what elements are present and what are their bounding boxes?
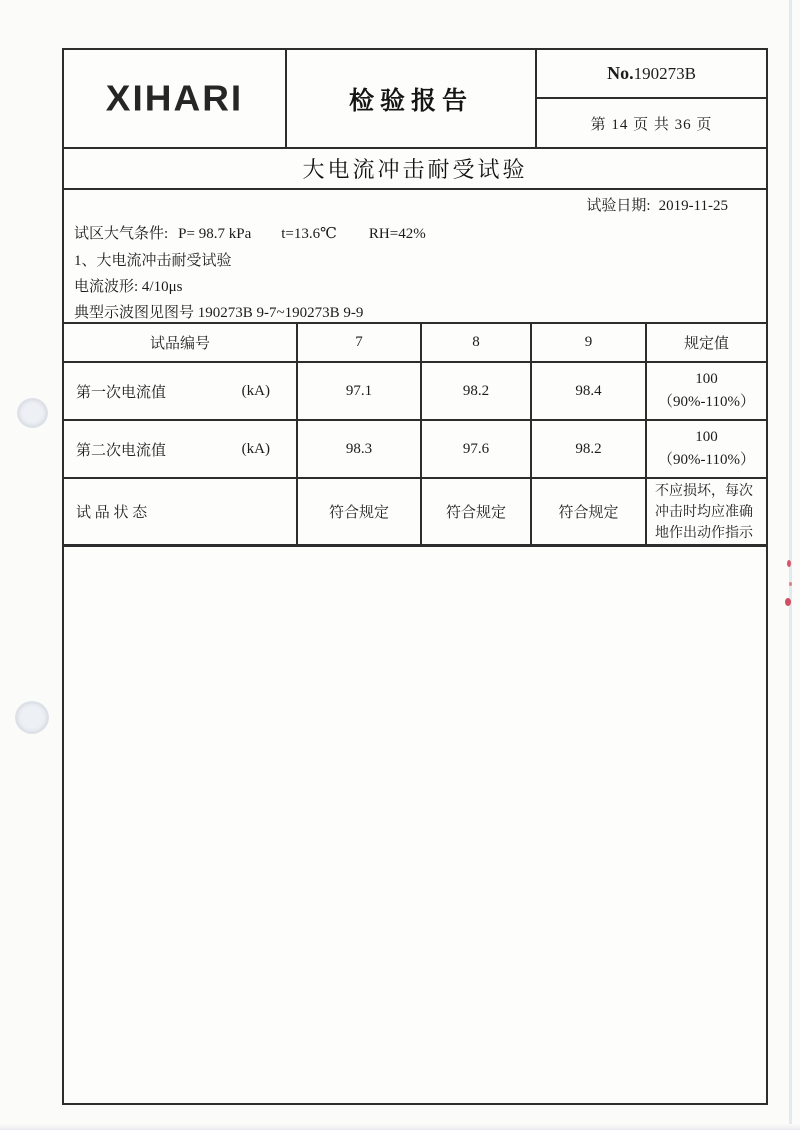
- waveform-line: 电流波形: 4/10μs: [74, 279, 183, 295]
- report-header: [64, 50, 766, 149]
- value-cell: 98.3: [298, 421, 422, 479]
- conditions-label: 试区大气条件:: [74, 226, 169, 242]
- section-title-bar: [64, 149, 766, 190]
- spec-requirement-note: 不应损坏，每次冲击时均应准确地作出动作指示: [655, 484, 753, 541]
- page-indicator: 第 14 页 共 36 页: [590, 116, 713, 133]
- row-unit: (kA): [241, 382, 270, 399]
- spec-nominal: 100: [695, 370, 718, 387]
- test-date-value: 2019-11-25: [658, 198, 728, 214]
- humidity-value: RH=42%: [368, 226, 426, 242]
- report-number-cell: [537, 50, 766, 147]
- spec-cell: [647, 363, 766, 421]
- value-cell: 97.6: [422, 421, 532, 479]
- test-date-label: 试验日期:: [586, 198, 651, 214]
- results-table: [64, 324, 766, 547]
- row-label-sample-status: [64, 479, 298, 544]
- oscillogram-reference-line: 典型示波图见图号 190273B 9-7~190273B 9-9: [74, 305, 364, 321]
- row-label-text: 第二次电流值: [76, 442, 167, 459]
- report-title: 检验报告: [348, 87, 473, 115]
- value-cell: 98.2: [422, 363, 532, 421]
- blank-page-area: [64, 547, 766, 1103]
- logo-cell: [64, 50, 287, 147]
- row-label-text: 试 品 状 态: [76, 505, 148, 521]
- value-cell: 98.2: [532, 421, 647, 479]
- spec-tolerance: （90%-110%）: [658, 394, 755, 410]
- table-header-sample-7: 7: [298, 324, 422, 363]
- report-title-cell: [287, 50, 537, 147]
- scan-speck: [789, 582, 792, 586]
- spec-nominal: 100: [695, 428, 718, 445]
- report-frame: [62, 48, 768, 1105]
- test-item-line: 1、大电流冲击耐受试验: [74, 253, 232, 269]
- row-unit: (kA): [241, 440, 270, 457]
- table-header-spec: 规定值: [647, 324, 766, 363]
- value-cell: 97.1: [298, 363, 422, 421]
- table-header-sample-no: 试品编号: [64, 324, 298, 363]
- report-number: [537, 50, 766, 99]
- pressure-value: P= 98.7 kPa: [178, 226, 252, 242]
- scan-speck: [785, 598, 791, 606]
- table-header-sample-9: 9: [532, 324, 647, 363]
- value-cell: 98.4: [532, 363, 647, 421]
- test-date-line: [74, 197, 766, 216]
- spec-tolerance: （90%-110%）: [658, 452, 755, 468]
- row-label-first-current: [64, 363, 298, 421]
- section-title: 大电流冲击耐受试验: [302, 157, 528, 182]
- status-cell: 符合规定: [422, 479, 532, 544]
- spec-cell: [647, 421, 766, 479]
- test-info-section: [64, 190, 766, 324]
- scan-speck: [787, 560, 791, 567]
- status-cell: 符合规定: [298, 479, 422, 544]
- atmospheric-conditions-line: [74, 225, 766, 244]
- table-header-sample-8: 8: [422, 324, 532, 363]
- report-number-value: 190273B: [633, 63, 696, 83]
- temperature-value: t=13.6℃: [281, 226, 337, 242]
- report-number-prefix: No.: [607, 63, 634, 83]
- punch-hole-top: [17, 398, 48, 428]
- status-cell: 符合规定: [532, 479, 647, 544]
- punch-hole-bottom: [15, 701, 49, 734]
- row-label-text: 第一次电流值: [76, 384, 167, 401]
- scan-edge-bottom: [0, 1124, 800, 1130]
- xihari-logo: XIHARI: [105, 78, 244, 118]
- row-label-second-current: [64, 421, 298, 479]
